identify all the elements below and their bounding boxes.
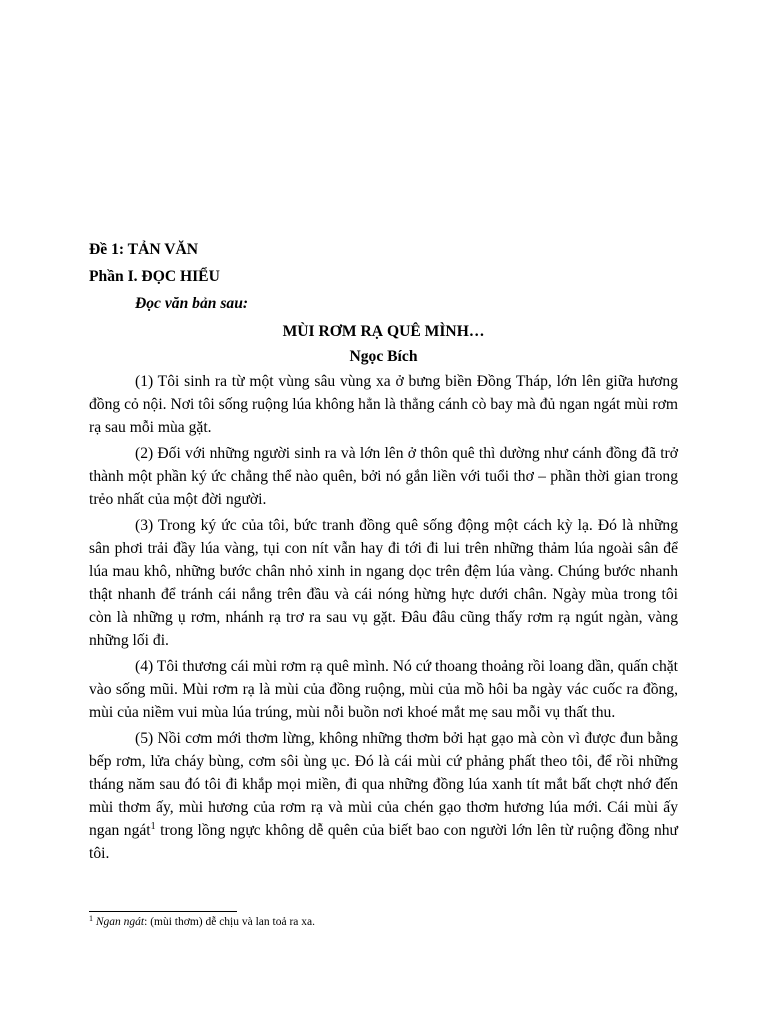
- footnote-reference: 1: [150, 821, 156, 832]
- paragraph-3: (3) Trong ký ức của tôi, bức tranh đồng quê sống động một cách kỳ lạ. Đó là những sân phơi trải đầy lúa vàng, tụi con nít vẫn hay đi tới đi lui trên những thảm lúa ngoài sân để lúa mau khô, những bước chân nhỏ xinh in ngang dọc trên đệm lúa vàng. Chúng bước nhanh thật nhanh để tránh cái nắng trên đầu và cái nóng hừng hực dưới chân. Ngày mùa trong tôi còn là những ụ rơm, nhánh rạ trơ ra sau vụ gặt. Đâu đâu cũng thấy rơm rạ ngút ngàn, vàng những lối đi.: [89, 517, 678, 649]
- footnote-text: : (mùi thơm) dễ chịu và lan toả ra xa.: [144, 916, 315, 928]
- footnote-separator: [89, 911, 237, 912]
- paragraph-4: (4) Tôi thương cái mùi rơm rạ quê mình. Nó cứ thoang thoảng rồi loang dần, quấn chặt vào sống mũi. Mùi rơm rạ là mùi của đồng ruộng, mùi của mồ hôi ba ngày vác cuốc ra đồng, mùi của niềm vui mùa lúa trúng, mùi nỗi buồn nơi khoé mắt mẹ sau mỗi vụ thất thu.: [89, 658, 678, 721]
- footnote: [89, 914, 678, 930]
- reading-instruction: Đọc văn bản sau:: [135, 295, 249, 312]
- paragraph-5: [89, 727, 678, 865]
- text-author: Ngọc Bích: [349, 348, 418, 365]
- part-heading: Phần I. ĐỌC HIỂU: [89, 268, 220, 285]
- footnote-mark: 1: [89, 914, 93, 923]
- footnote-term: Ngan ngát: [95, 916, 145, 928]
- paragraph-5-text-before: (5) Nồi cơm mới thơm lừng, không những thơm bởi hạt gạo mà còn vì được đun bằng bếp rơm, lửa cháy bùng, cơm sôi ùng ục. Đó là cái mùi cứ phảng phất theo tôi, để rồi những tháng năm sau đó tôi đi khắp mọi miền, đi qua những đồng lúa xanh tít mắt bất chợt nhớ đến mùi thơm ấy, mùi hương của rơm rạ và mùi của chén gạo thơm hương lúa mới. Cái mùi ấy ngan ngát: [89, 730, 678, 839]
- paragraph-5-text-after: trong lồng ngực không dễ quên của biết bao con người lớn lên từ ruộng đồng như tôi.: [89, 822, 678, 862]
- paragraph-2: (2) Đối với những người sinh ra và lớn lên ở thôn quê thì dường như cánh đồng đã trở thành một phần ký ức chẳng thể nào quên, bởi nó gắn liền với tuổi thơ – phần thời gian trong trẻo nhất của một đời người.: [89, 445, 678, 508]
- section-heading: Đề 1: TẢN VĂN: [89, 241, 199, 258]
- document-body: [89, 238, 678, 865]
- paragraph-1: (1) Tôi sinh ra từ một vùng sâu vùng xa ở bưng biền Đồng Tháp, lớn lên giữa hương đồng cỏ nội. Nơi tôi sống ruộng lúa không hẳn là thẳng cánh cò bay mà đủ ngan ngát mùi rơm rạ sau mỗi mùa gặt.: [89, 373, 678, 436]
- text-title: MÙI RƠM RẠ QUÊ MÌNH…: [282, 323, 485, 340]
